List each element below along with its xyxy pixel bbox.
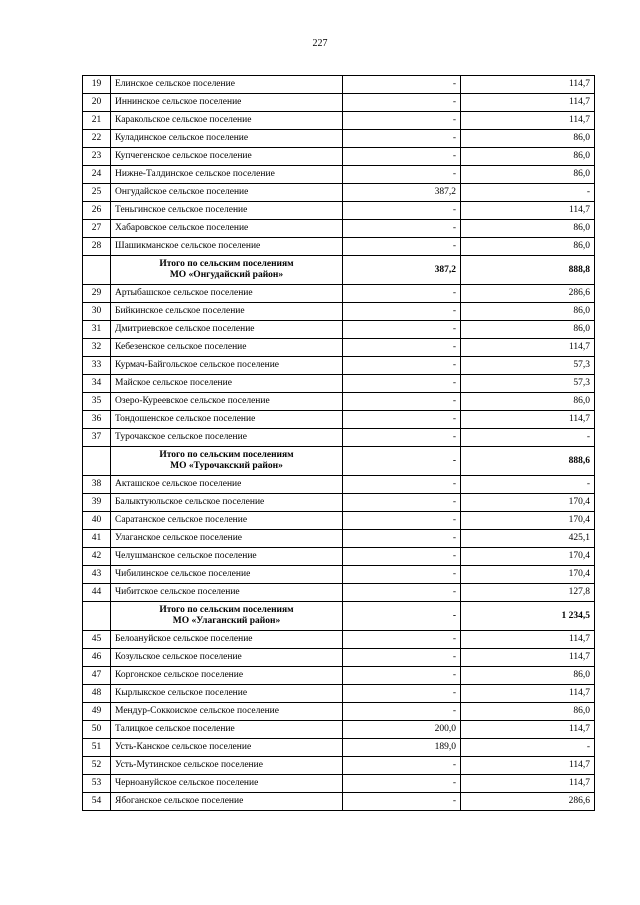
table-row: [83, 112, 595, 130]
row-number-cell: 42: [83, 548, 111, 566]
value-a-cell: -: [343, 238, 461, 256]
total-row: [83, 256, 595, 285]
settlement-name-cell: Бийкинское сельское поселение: [111, 303, 343, 321]
row-number-cell: 48: [83, 685, 111, 703]
row-number-cell: [83, 447, 111, 476]
settlement-name-cell: Кырлыкское сельское поселение: [111, 685, 343, 703]
value-a-cell: -: [343, 530, 461, 548]
value-b-cell: 170,4: [461, 512, 595, 530]
value-a-cell: -: [343, 584, 461, 602]
total-value-a: -: [343, 602, 461, 631]
row-number-cell: 45: [83, 631, 111, 649]
settlement-name-cell: Артыбашское сельское поселение: [111, 285, 343, 303]
value-b-cell: -: [461, 739, 595, 757]
table-row: [83, 429, 595, 447]
settlement-name-cell: Теньгинское сельское поселение: [111, 202, 343, 220]
value-b-cell: 114,7: [461, 757, 595, 775]
table-row: [83, 530, 595, 548]
value-b-cell: -: [461, 476, 595, 494]
total-row: [83, 447, 595, 476]
value-b-cell: 170,4: [461, 494, 595, 512]
table-row: [83, 566, 595, 584]
settlement-name-cell: Тондошенское сельское поселение: [111, 411, 343, 429]
row-number-cell: 53: [83, 775, 111, 793]
total-label-line1: Итого по сельским поселениям: [159, 605, 294, 615]
table-body: [83, 76, 595, 811]
row-number-cell: 19: [83, 76, 111, 94]
table-row: [83, 375, 595, 393]
value-a-cell: -: [343, 685, 461, 703]
value-a-cell: -: [343, 411, 461, 429]
total-label-line2: МО «Турочакский район»: [170, 461, 283, 471]
row-number-cell: 29: [83, 285, 111, 303]
table-row: [83, 476, 595, 494]
total-value-b: 888,6: [461, 447, 595, 476]
value-a-cell: -: [343, 76, 461, 94]
value-b-cell: 57,3: [461, 375, 595, 393]
row-number-cell: 49: [83, 703, 111, 721]
row-number-cell: 31: [83, 321, 111, 339]
value-b-cell: 86,0: [461, 667, 595, 685]
settlement-name-cell: Усть-Канское сельское поселение: [111, 739, 343, 757]
settlement-name-cell: Челушманское сельское поселение: [111, 548, 343, 566]
table-row: [83, 202, 595, 220]
value-b-cell: 86,0: [461, 166, 595, 184]
settlement-name-cell: Каракольское сельское поселение: [111, 112, 343, 130]
table-row: [83, 76, 595, 94]
table-row: [83, 548, 595, 566]
page-number: 227: [312, 38, 328, 49]
table-row: [83, 166, 595, 184]
value-a-cell: -: [343, 321, 461, 339]
table-row: [83, 757, 595, 775]
table-row: [83, 339, 595, 357]
total-value-b: 1 234,5: [461, 602, 595, 631]
settlement-name-cell: Дмитриевское сельское поселение: [111, 321, 343, 339]
settlement-name-cell: Акташское сельское поселение: [111, 476, 343, 494]
total-label-cell: [111, 602, 343, 631]
value-b-cell: 170,4: [461, 566, 595, 584]
row-number-cell: 26: [83, 202, 111, 220]
value-b-cell: 286,6: [461, 285, 595, 303]
value-a-cell: -: [343, 649, 461, 667]
row-number-cell: 51: [83, 739, 111, 757]
value-b-cell: 114,7: [461, 411, 595, 429]
row-number-cell: 24: [83, 166, 111, 184]
row-number-cell: [83, 256, 111, 285]
value-b-cell: 114,7: [461, 631, 595, 649]
value-a-cell: -: [343, 357, 461, 375]
row-number-cell: 22: [83, 130, 111, 148]
table-row: [83, 411, 595, 429]
value-a-cell: -: [343, 494, 461, 512]
value-a-cell: -: [343, 130, 461, 148]
total-label-cell: [111, 447, 343, 476]
settlements-table: [82, 75, 595, 811]
value-b-cell: 86,0: [461, 303, 595, 321]
value-b-cell: 114,7: [461, 94, 595, 112]
table-row: [83, 631, 595, 649]
value-a-cell: -: [343, 667, 461, 685]
value-b-cell: 114,7: [461, 685, 595, 703]
value-b-cell: 86,0: [461, 130, 595, 148]
row-number-cell: 21: [83, 112, 111, 130]
value-a-cell: -: [343, 566, 461, 584]
value-a-cell: 200,0: [343, 721, 461, 739]
value-a-cell: -: [343, 202, 461, 220]
settlement-name-cell: Чибитское сельское поселение: [111, 584, 343, 602]
row-number-cell: 46: [83, 649, 111, 667]
row-number-cell: 27: [83, 220, 111, 238]
settlement-name-cell: Саратанское сельское поселение: [111, 512, 343, 530]
total-row: [83, 602, 595, 631]
table-row: [83, 238, 595, 256]
value-a-cell: -: [343, 112, 461, 130]
total-value-a: -: [343, 447, 461, 476]
value-b-cell: 127,8: [461, 584, 595, 602]
value-b-cell: 57,3: [461, 357, 595, 375]
settlement-name-cell: Озеро-Куреевское сельское поселение: [111, 393, 343, 411]
value-a-cell: -: [343, 757, 461, 775]
value-b-cell: 86,0: [461, 220, 595, 238]
row-number-cell: 35: [83, 393, 111, 411]
value-b-cell: 86,0: [461, 393, 595, 411]
value-a-cell: -: [343, 339, 461, 357]
value-a-cell: -: [343, 148, 461, 166]
value-b-cell: 86,0: [461, 703, 595, 721]
value-b-cell: 114,7: [461, 112, 595, 130]
row-number-cell: 43: [83, 566, 111, 584]
row-number-cell: 47: [83, 667, 111, 685]
settlement-name-cell: Балыктуюльское сельское поселение: [111, 494, 343, 512]
value-a-cell: 387,2: [343, 184, 461, 202]
settlement-name-cell: Онгудайское сельское поселение: [111, 184, 343, 202]
table-row: [83, 321, 595, 339]
table-row: [83, 94, 595, 112]
row-number-cell: 34: [83, 375, 111, 393]
row-number-cell: 44: [83, 584, 111, 602]
value-b-cell: 114,7: [461, 202, 595, 220]
settlement-name-cell: Хабаровское сельское поселение: [111, 220, 343, 238]
value-b-cell: 425,1: [461, 530, 595, 548]
value-a-cell: -: [343, 303, 461, 321]
settlement-name-cell: Козульское сельское поселение: [111, 649, 343, 667]
value-b-cell: -: [461, 184, 595, 202]
table-row: [83, 184, 595, 202]
table-row: [83, 685, 595, 703]
table-row: [83, 667, 595, 685]
value-b-cell: -: [461, 429, 595, 447]
row-number-cell: 28: [83, 238, 111, 256]
settlement-name-cell: Курмач-Байгольское сельское поселение: [111, 357, 343, 375]
value-a-cell: -: [343, 220, 461, 238]
value-b-cell: 86,0: [461, 321, 595, 339]
row-number-cell: 54: [83, 793, 111, 811]
value-b-cell: 114,7: [461, 775, 595, 793]
table-row: [83, 739, 595, 757]
settlement-name-cell: Кебезенское сельское поселение: [111, 339, 343, 357]
value-b-cell: 86,0: [461, 148, 595, 166]
settlement-name-cell: Мендур-Соккоиское сельское поселение: [111, 703, 343, 721]
value-b-cell: 114,7: [461, 649, 595, 667]
table-row: [83, 793, 595, 811]
total-label-line1: Итого по сельским поселениям: [159, 259, 294, 269]
settlement-name-cell: Талицкое сельское поселение: [111, 721, 343, 739]
table-row: [83, 775, 595, 793]
settlement-name-cell: Улаганское сельское поселение: [111, 530, 343, 548]
row-number-cell: 40: [83, 512, 111, 530]
table-row: [83, 584, 595, 602]
table-row: [83, 357, 595, 375]
row-number-cell: 23: [83, 148, 111, 166]
settlement-name-cell: Куладинское сельское поселение: [111, 130, 343, 148]
table-row: [83, 285, 595, 303]
total-label-line1: Итого по сельским поселениям: [159, 450, 294, 460]
value-b-cell: 286,6: [461, 793, 595, 811]
settlement-name-cell: Ябоганское сельское поселение: [111, 793, 343, 811]
value-b-cell: 114,7: [461, 721, 595, 739]
value-a-cell: -: [343, 166, 461, 184]
row-number-cell: 50: [83, 721, 111, 739]
settlement-name-cell: Усть-Мутинское сельское поселение: [111, 757, 343, 775]
table-row: [83, 703, 595, 721]
value-a-cell: -: [343, 775, 461, 793]
settlement-name-cell: Турочакское сельское поселение: [111, 429, 343, 447]
row-number-cell: 32: [83, 339, 111, 357]
total-value-a: 387,2: [343, 256, 461, 285]
settlement-name-cell: Елинское сельское поселение: [111, 76, 343, 94]
table-row: [83, 220, 595, 238]
value-a-cell: -: [343, 512, 461, 530]
row-number-cell: 20: [83, 94, 111, 112]
row-number-cell: 39: [83, 494, 111, 512]
value-a-cell: -: [343, 285, 461, 303]
table-row: [83, 721, 595, 739]
settlement-name-cell: Нижне-Талдинское сельское поселение: [111, 166, 343, 184]
value-b-cell: 114,7: [461, 339, 595, 357]
table-row: [83, 512, 595, 530]
value-a-cell: -: [343, 393, 461, 411]
total-label-line2: МО «Онгудайский район»: [169, 270, 284, 280]
total-value-b: 888,8: [461, 256, 595, 285]
settlement-name-cell: Черноануйское сельское поселение: [111, 775, 343, 793]
value-a-cell: -: [343, 548, 461, 566]
settlement-name-cell: Чибилинское сельское поселение: [111, 566, 343, 584]
total-label-line2: МО «Улаганский район»: [172, 616, 281, 626]
total-label-cell: [111, 256, 343, 285]
table-row: [83, 494, 595, 512]
table-row: [83, 303, 595, 321]
value-a-cell: -: [343, 476, 461, 494]
row-number-cell: 25: [83, 184, 111, 202]
value-a-cell: -: [343, 793, 461, 811]
value-a-cell: -: [343, 375, 461, 393]
row-number-cell: 52: [83, 757, 111, 775]
value-a-cell: -: [343, 631, 461, 649]
settlement-name-cell: Шашикманское сельское поселение: [111, 238, 343, 256]
row-number-cell: 36: [83, 411, 111, 429]
row-number-cell: 30: [83, 303, 111, 321]
value-b-cell: 170,4: [461, 548, 595, 566]
row-number-cell: 33: [83, 357, 111, 375]
value-b-cell: 114,7: [461, 76, 595, 94]
table-row: [83, 649, 595, 667]
table-row: [83, 393, 595, 411]
settlement-name-cell: Белоануйское сельское поселение: [111, 631, 343, 649]
table-row: [83, 148, 595, 166]
value-a-cell: -: [343, 94, 461, 112]
settlement-name-cell: Коргонское сельское поселение: [111, 667, 343, 685]
settlement-name-cell: Майское сельское поселение: [111, 375, 343, 393]
settlement-name-cell: Иннинское сельское поселение: [111, 94, 343, 112]
value-a-cell: 189,0: [343, 739, 461, 757]
row-number-cell: 41: [83, 530, 111, 548]
value-a-cell: -: [343, 429, 461, 447]
settlement-name-cell: Купчегенское сельское поселение: [111, 148, 343, 166]
value-b-cell: 86,0: [461, 238, 595, 256]
value-a-cell: -: [343, 703, 461, 721]
table-row: [83, 130, 595, 148]
row-number-cell: [83, 602, 111, 631]
row-number-cell: 38: [83, 476, 111, 494]
row-number-cell: 37: [83, 429, 111, 447]
